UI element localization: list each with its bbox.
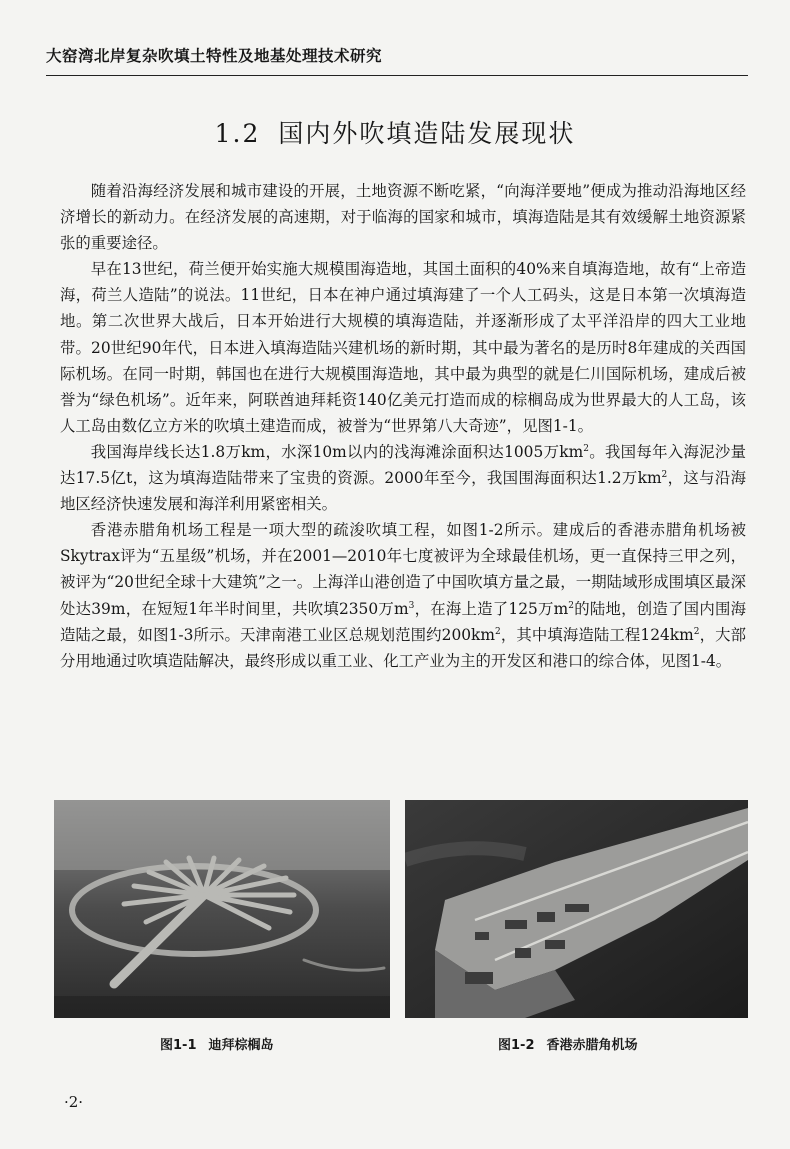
- superscript: 2: [494, 626, 501, 637]
- text-run: ，大部分用地通过吹填造陆解决，最终形成以重工业、化工产业为主的开发区和港口的综合体，见图1-4。: [60, 625, 746, 670]
- figure-caption-text: 迪拜棕榈岛: [208, 1038, 274, 1053]
- text-run: 我国海岸线长达1.8万km，水深10m以内的浅海滩涂面积达1005万km: [90, 442, 584, 461]
- figure-palm-island-photo: [54, 800, 390, 1018]
- superscript: 3: [408, 600, 415, 611]
- running-head: 大窑湾北岸复杂吹填土特性及地基处理技术研究: [46, 47, 383, 65]
- paragraph-4: [60, 517, 746, 674]
- text-run: 香港赤腊角机场工程是一项大型的疏浚吹填工程，如图1-2所示。建成后的香港赤腊角机场被Skytrax评为“五星级”机场，并在2001—2010年七度被评为全球最佳机场，更一直保持三甲之列，被评为“20世纪全球十大建筑”之一。上海洋山港创造了中国吹填方量之最，一期陆域形成围填区最深处达39m，在短短1年半时间里，共吹填2350万m: [60, 521, 746, 618]
- paragraph-3: [60, 439, 746, 517]
- figure-number: 图1-2: [498, 1038, 535, 1053]
- section-number: 1.2: [214, 119, 261, 148]
- figure-caption-text: 香港赤腊角机场: [546, 1038, 638, 1053]
- paragraph-2: 早在13世纪，荷兰便开始实施大规模围海造地，其国土面积的40%来自填海造地，故有“上帝造海，荷兰人造陆”的说法。11世纪，日本在神户通过填海建了一个人工码头，这是日本第一次填海造地。第二次世界大战后，日本开始进行大规模的填海造陆，并逐渐形成了太平洋沿岸的四大工业地带。20世纪90年代，日本进入填海造陆兴建机场的新时期，其中最为著名的是历时8年建成的关西国际机场。在同一时期，韩国也在进行大规模围海造地，其中最为典型的就是仁川国际机场，建成后被誉为“绿色机场”。近年来，阿联酋迪拜耗资140亿美元打造而成的棕榈岛成为世界最大的人工岛，该人工岛由数亿立方米的吹填土建造而成，被誉为“世界第八大奇迹”，见图1-1。: [60, 260, 746, 435]
- text-run: 的陆地，创造了国内围海造陆之最，如图1-3所示。天津南港工业区总规划范围约200km: [60, 599, 746, 644]
- superscript: 2: [661, 470, 668, 481]
- paragraph-1: 随着沿海经济发展和城市建设的开展，土地资源不断吃紧，“向海洋要地”便成为推动沿海地区经济增长的新动力。在经济发展的高速期，对于临海的国家和城市，填海造陆是其有效缓解土地资源紧张的重要途径。: [60, 182, 746, 253]
- figure-caption-2: [498, 1034, 638, 1053]
- body-text: [60, 178, 746, 674]
- section-title: 国内外吹填造陆发展现状: [278, 119, 576, 148]
- header-rule: [46, 75, 748, 76]
- page-number: ·2·: [64, 1093, 84, 1111]
- figure-number: 图1-1: [160, 1038, 197, 1053]
- airport-image: [405, 800, 748, 1018]
- superscript: 2: [568, 600, 574, 611]
- figure-airport-photo: [405, 800, 748, 1018]
- superscript: 2: [693, 626, 700, 637]
- text-run: ，在海上造了125万m: [414, 599, 569, 618]
- figure-caption-1: [160, 1034, 274, 1053]
- text-run: ，这与沿海地区经济快速发展和海洋利用紧密相关。: [60, 469, 746, 514]
- section-heading: [0, 114, 790, 150]
- superscript: 2: [583, 443, 589, 454]
- text-run: ，其中填海造陆工程124km: [500, 625, 694, 644]
- text-run: 。我国每年入海泥沙量达17.5亿t，这为填海造陆带来了宝贵的资源。2000年至今，我国围海面积达1.2万km: [60, 442, 746, 488]
- palm-island-image: [54, 800, 390, 1018]
